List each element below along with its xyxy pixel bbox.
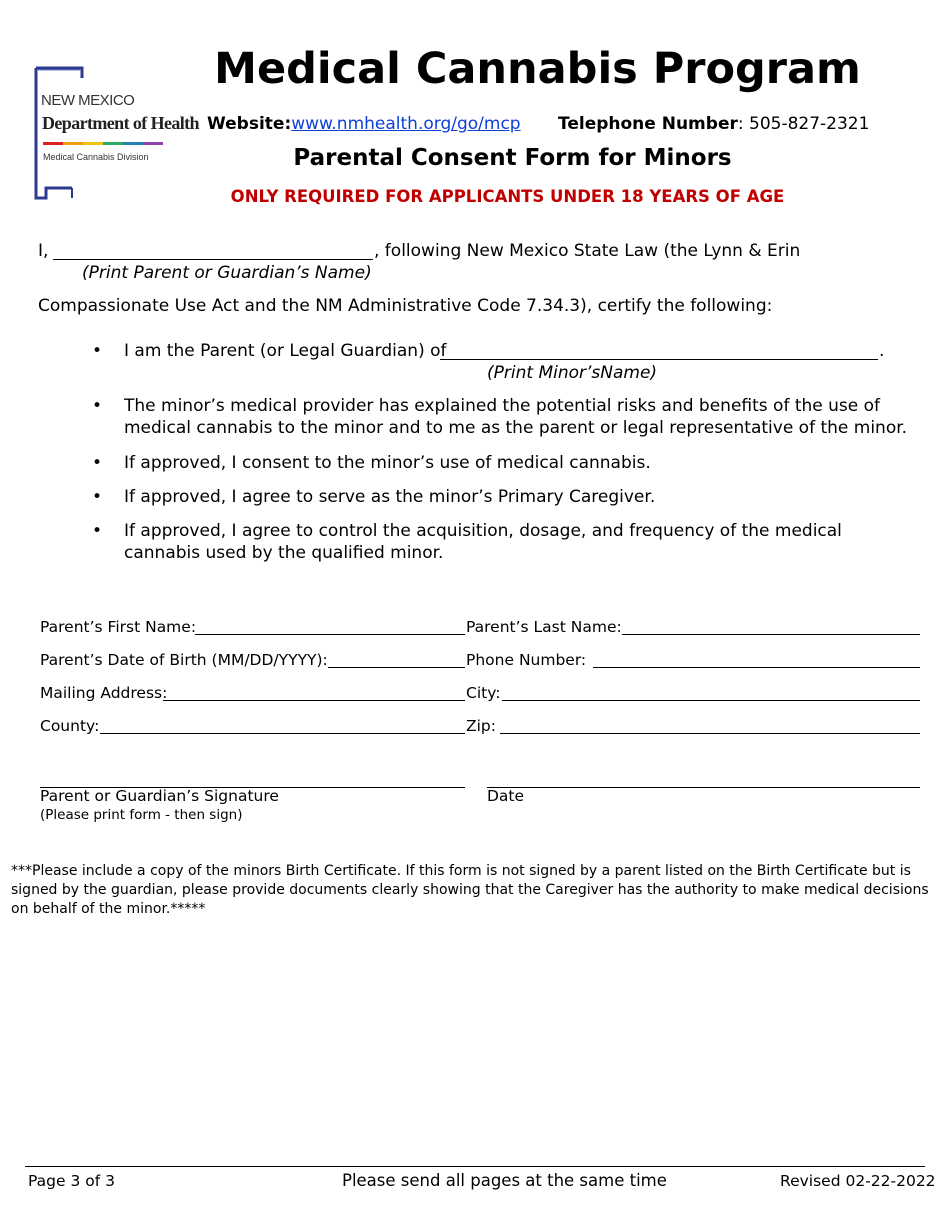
address-label: Mailing Address: (40, 684, 168, 702)
statement-suffix: , following New Mexico State Law (the Lynn & Erin (374, 241, 801, 261)
page-title: Medical Cannabis Program (214, 44, 861, 94)
dob-label: Parent’s Date of Birth (MM/DD/YYYY): (40, 651, 328, 669)
phone-number: 505-827-2321 (749, 114, 870, 134)
first-name-label: Parent’s First Name: (40, 618, 197, 636)
logo-color-stripe (43, 142, 163, 145)
website-link[interactable]: www.nmhealth.org/go/mcp (291, 114, 521, 134)
footer-divider (25, 1166, 925, 1167)
logo-line3: Medical Cannabis Division (43, 152, 149, 162)
minor-name-hint: (Print Minor’sName) (487, 363, 658, 383)
logo-line1: NEW MEXICO (41, 92, 135, 109)
nm-doh-logo (32, 66, 199, 204)
list-item: • If approved, I agree to serve as the minor’s Primary Caregiver. (80, 486, 920, 508)
last-name-field[interactable] (622, 634, 920, 635)
city-field[interactable] (502, 700, 920, 701)
list-item: • The minor’s medical provider has explained the potential risks and benefits of the use of medical cannabis to the minor and to me as the parent or legal representative of the minor. (80, 395, 920, 439)
list-item: • If approved, I consent to the minor’s use of medical cannabis. (80, 452, 920, 474)
form-subtitle: Parental Consent Form for Minors (293, 145, 732, 171)
statement-line2: Compassionate Use Act and the NM Administrative Code 7.34.3), certify the following: (38, 296, 773, 316)
county-field[interactable] (100, 733, 465, 734)
minor-name-period: . (879, 341, 885, 361)
list-item: • If approved, I agree to control the acquisition, dosage, and frequency of the medical cannabis used by the qualified minor. (80, 520, 920, 564)
revision-date: Revised 02-22-2022 (780, 1172, 936, 1190)
zip-label: Zip: (466, 717, 496, 735)
logo-line2: Department of Health (42, 113, 199, 133)
date-label: Date (487, 787, 525, 805)
statement-prefix: I, (38, 241, 49, 261)
guardian-name-hint: (Print Parent or Guardian’s Name) (82, 263, 372, 283)
website-label: Website: (207, 114, 292, 134)
signature-note: (Please print form - then sign) (40, 807, 243, 823)
guardian-of-text: I am the Parent (or Legal Guardian) of (124, 341, 447, 361)
minor-name-field[interactable] (440, 359, 878, 360)
footer-instruction: Please send all pages at the same time (342, 1171, 667, 1190)
guardian-name-field[interactable] (53, 259, 373, 260)
birth-certificate-note: ***Please include a copy of the minors Birth Certificate. If this form is not signed by a parent listed on the Birth Certificate but is signed by the guardian, please provide documents clearly showing that the Caregiver has the authority to make medical decisions on behalf of the minor.***** (11, 863, 929, 917)
county-label: County: (40, 717, 100, 735)
phone-field[interactable] (593, 667, 920, 668)
phone-label: Telephone Number (558, 114, 738, 134)
first-name-field[interactable] (195, 634, 465, 635)
website-line (207, 114, 521, 134)
age-warning: ONLY REQUIRED FOR APPLICANTS UNDER 18 YEARS OF AGE (230, 187, 785, 206)
last-name-label: Parent’s Last Name: (466, 618, 622, 636)
signature-label: Parent or Guardian’s Signature (40, 787, 279, 805)
city-label: City: (466, 684, 501, 702)
date-field[interactable] (487, 787, 920, 788)
dob-field[interactable] (328, 667, 465, 668)
page-number: Page 3 of 3 (28, 1172, 115, 1190)
phone-line (558, 114, 869, 134)
phone-separator: : (737, 114, 744, 134)
address-field[interactable] (163, 700, 465, 701)
nm-state-outline-icon (32, 66, 168, 204)
zip-field[interactable] (500, 733, 920, 734)
phone-label: Phone Number: (466, 651, 587, 669)
